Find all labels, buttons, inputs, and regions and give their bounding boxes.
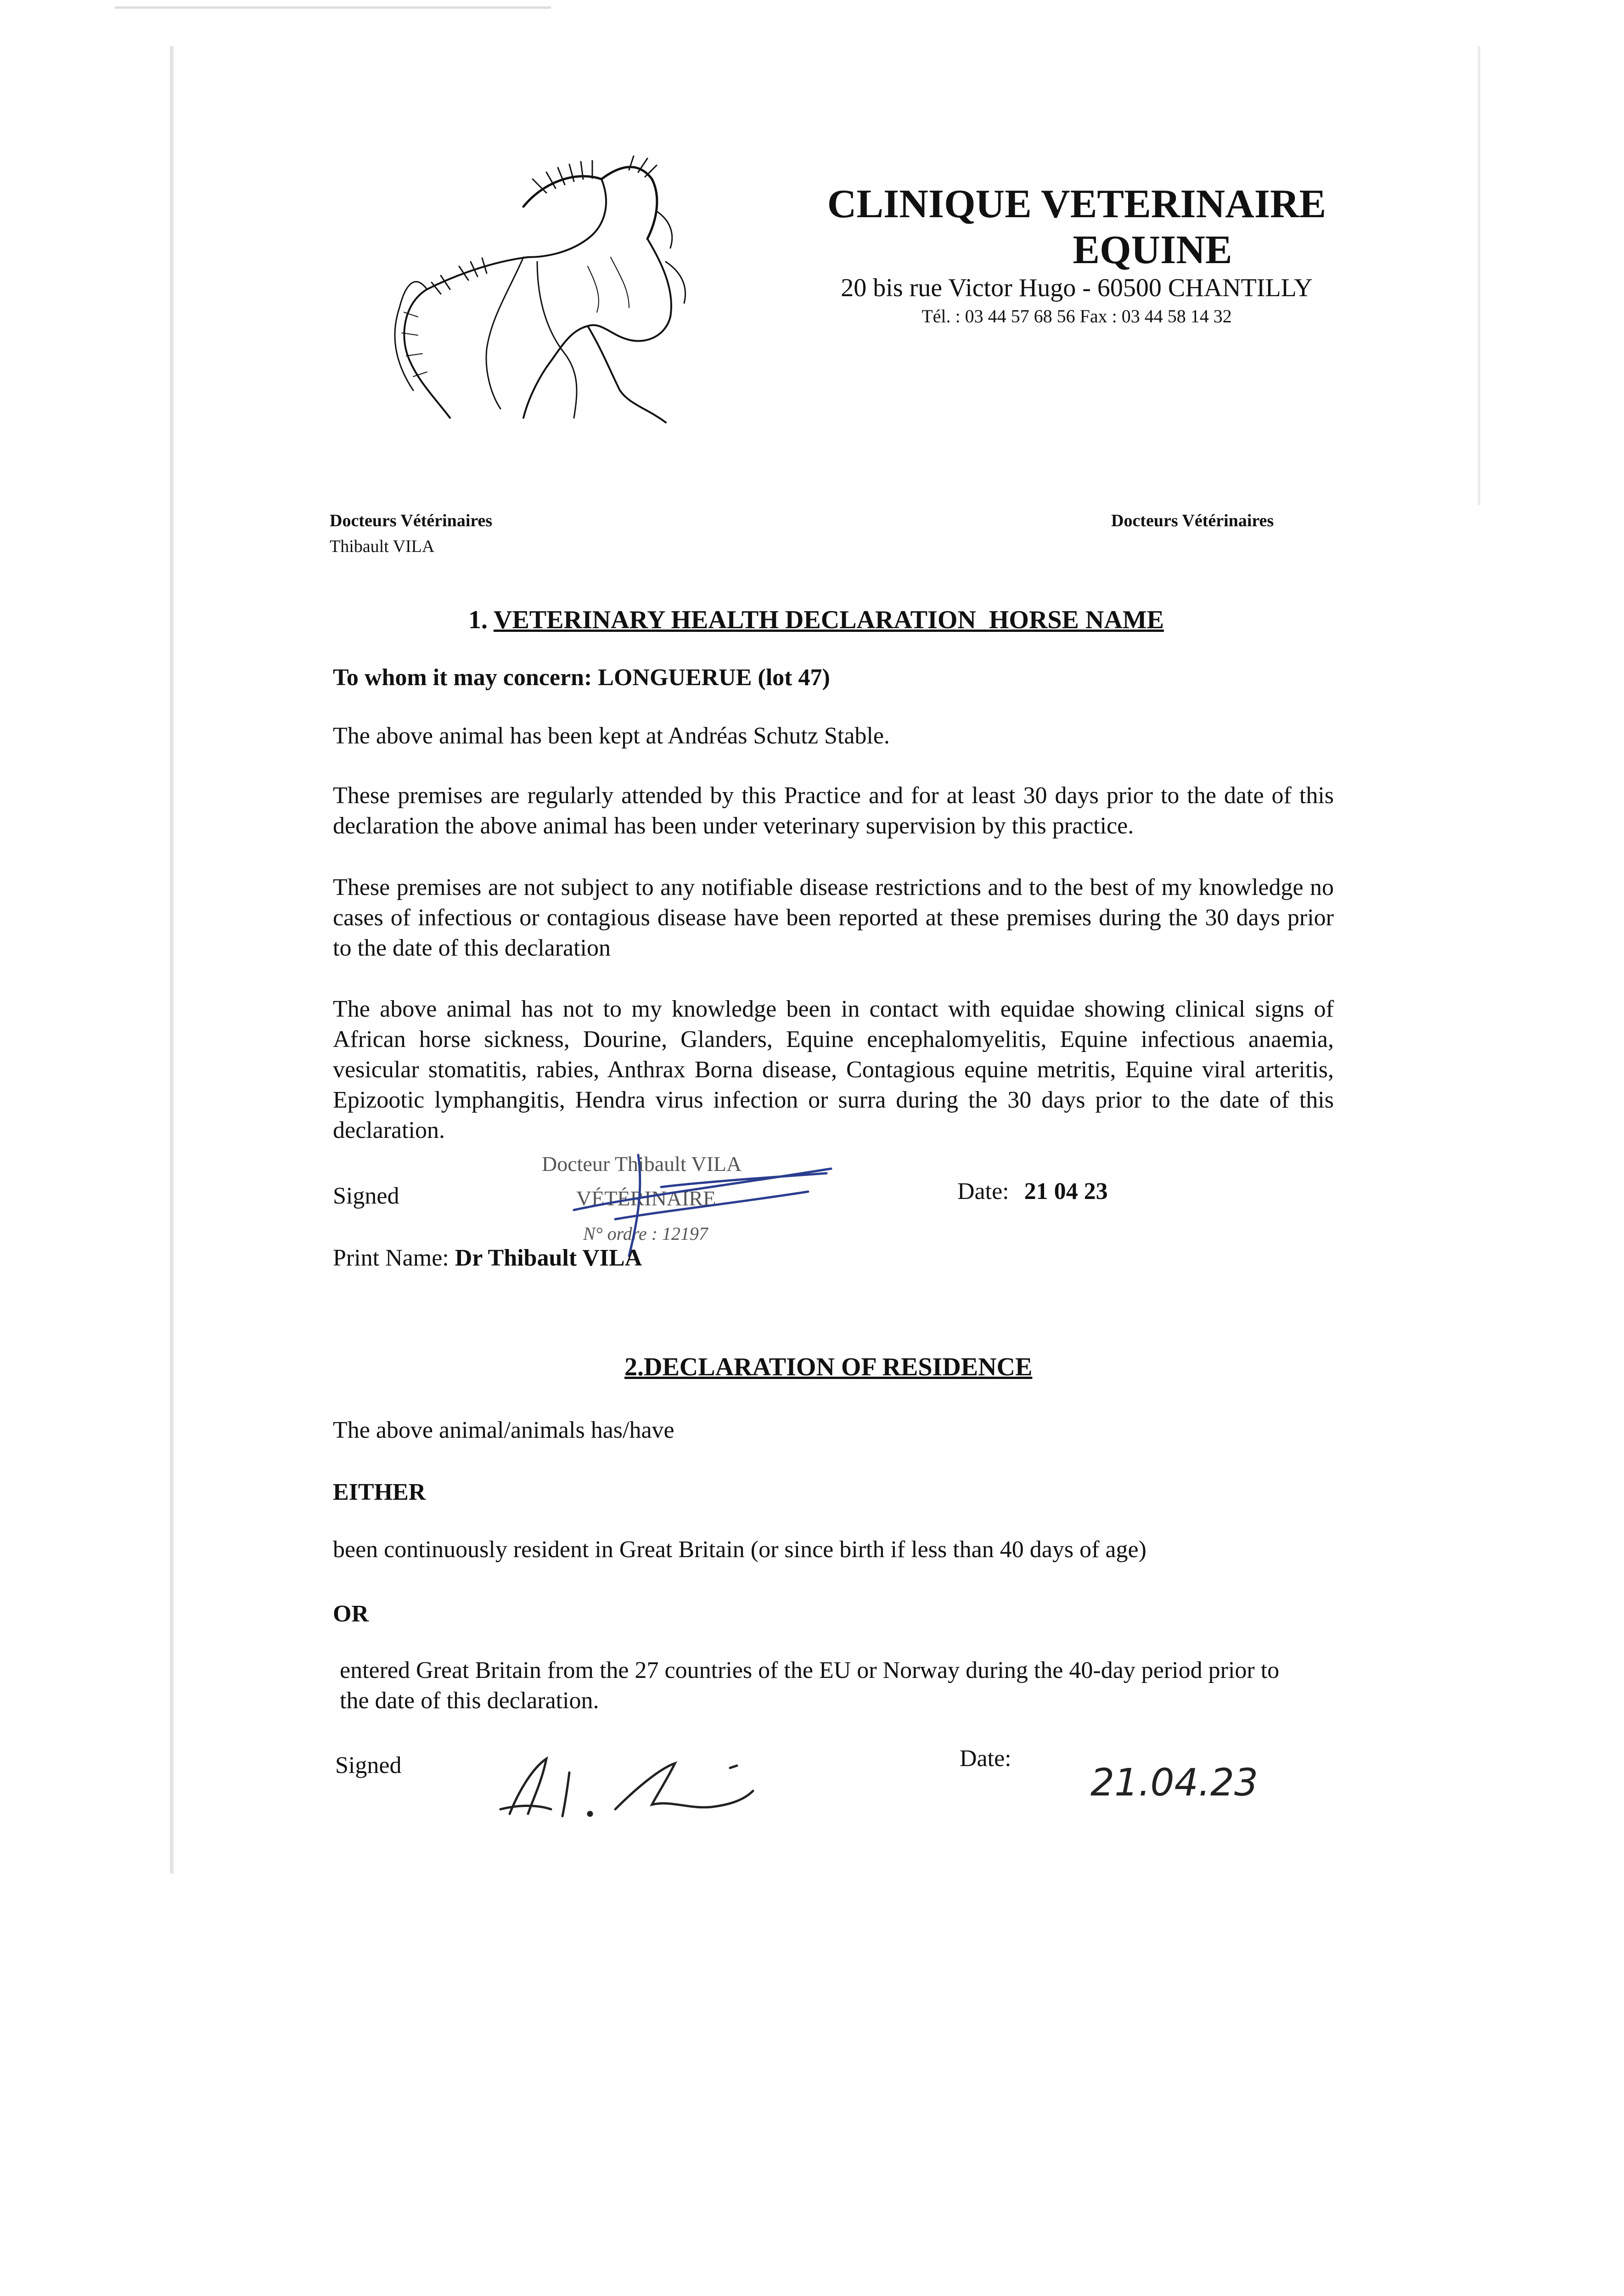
section1-title-text: VETERINARY HEALTH DECLARATION HORSE NAME <box>494 606 1164 634</box>
rearing-horse-logo-icon <box>372 152 739 436</box>
doctors-left-name: Thibault VILA <box>330 537 435 556</box>
print-name-value: Dr Thibault VILA <box>455 1245 642 1271</box>
section2-signed-label: Signed <box>335 1752 402 1778</box>
stamp-line1: Docteur Thibault VILA <box>542 1152 742 1176</box>
scan-edge-top <box>115 6 551 9</box>
handwritten-date-text: 21.04.23 <box>1090 1761 1259 1805</box>
scan-edge-right <box>1478 46 1480 505</box>
clinic-phone-fax: Tél. : 03 44 57 68 56 Fax : 03 44 58 14 32 <box>922 306 1232 326</box>
print-name-label: Print Name: <box>333 1245 449 1271</box>
paragraph-stable: The above animal has been kept at Andréas Schutz Stable. <box>333 723 890 749</box>
concern-line: To whom it may concern: LONGUERUE (lot 47) <box>333 664 830 691</box>
paragraph-restrictions: These premises are not subject to any notifiable disease restrictions and to the best of my knowledge no cases of infectious or contagious disease have been reported at these premises during the 30 days prior to the date of this declaration <box>333 874 1334 961</box>
section1-title <box>468 605 1164 635</box>
section2-date-label: Date: <box>960 1745 1011 1772</box>
stamp-line2: VÉTÉRINAIRE <box>576 1187 716 1210</box>
section1-number: 1. <box>468 606 488 634</box>
handwritten-signature-icon <box>473 1740 758 1828</box>
clinic-name <box>808 181 1345 273</box>
handwritten-date <box>1088 1750 1259 1809</box>
section2-option1: been continuously resident in Great Britain (or since birth if less than 40 days of age) <box>333 1536 1146 1563</box>
doctors-left-title: Docteurs Vétérinaires <box>330 511 493 530</box>
section2-or: OR <box>333 1601 369 1627</box>
section2-title <box>624 1352 1032 1382</box>
section1-date-label: Date: <box>957 1178 1009 1204</box>
section2-either: EITHER <box>333 1479 426 1505</box>
clinic-address: 20 bis rue Victor Hugo - 60500 CHANTILLY <box>841 274 1313 302</box>
section1-date <box>957 1178 1108 1205</box>
print-name-line <box>333 1244 642 1272</box>
section1-date-value: 21 04 23 <box>1024 1178 1108 1204</box>
paragraph-contact: The above animal has not to my knowledge been in contact with equidae showing clinical signs of African horse sickness, Dourine, Glanders, Equine encephalomyelitis, Equine infectious anaemia, vesicular stomatitis, rabies, Anthrax Borna disease, Contagious equine metritis, Equine viral arteritis, Epizootic lymphangitis, Hendra virus infection or surra during the 30 days prior to the date of this declaration. <box>333 996 1334 1143</box>
section2-intro: The above animal/animals has/have <box>333 1417 674 1443</box>
scan-edge-left <box>170 46 174 1874</box>
stamp-line3: N° ordre : 12197 <box>583 1223 708 1244</box>
clinic-name-line2: EQUINE <box>1073 228 1232 272</box>
paragraph-supervision: These premises are regularly attended by this Practice and for at least 30 days prior to the date of this declaration the above animal has been under veterinary supervision by this practice. <box>333 782 1334 839</box>
section2-title-text: 2.DECLARATION OF RESIDENCE <box>624 1353 1033 1381</box>
doctors-right-title: Docteurs Vétérinaires <box>1111 511 1274 530</box>
section1-signed-label: Signed <box>333 1183 399 1209</box>
section2-option2: entered Great Britain from the 27 countries of the EU or Norway during the 40-day period prior to the date of this declaration. <box>340 1657 1280 1714</box>
clinic-name-line1: CLINIQUE VETERINAIRE <box>827 182 1326 226</box>
